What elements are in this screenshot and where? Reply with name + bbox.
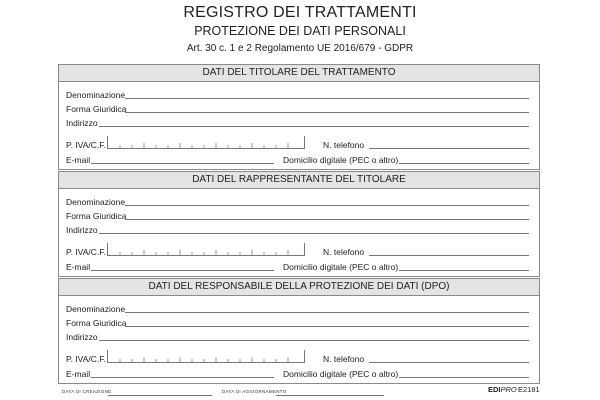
label-denominazione: Denominazione	[66, 197, 126, 207]
label-indirizzo: Indirizzo	[66, 118, 98, 128]
label-piva-cf: P. IVA/C.F.	[66, 247, 106, 257]
page-subtitle: PROTEZIONE DEI DATI PERSONALI	[194, 24, 406, 38]
telefono-line[interactable]	[369, 148, 529, 149]
piva-cf-boxes[interactable]	[107, 350, 305, 365]
label-piva-cf: P. IVA/C.F.	[66, 140, 106, 150]
creation-date-line[interactable]	[108, 395, 212, 396]
label-email: E-mail	[66, 262, 91, 272]
label-domicilio: Domicilio digitale (PEC o altro)	[283, 262, 399, 272]
domicilio-line[interactable]	[399, 270, 529, 271]
section-title: DATI DEL RESPONSABILE DELLA PROTEZIONE DEI DATI (DPO)	[59, 279, 539, 296]
label-domicilio: Domicilio digitale (PEC o altro)	[283, 155, 399, 165]
update-date-label: DATA DI AGGIORNAMENTO	[222, 389, 287, 394]
forma-giuridica-line[interactable]	[125, 326, 529, 327]
indirizzo-line[interactable]	[99, 233, 529, 234]
section-rappresentante	[58, 171, 540, 277]
label-indirizzo: Indirizzo	[66, 332, 98, 342]
label-email: E-mail	[66, 369, 91, 379]
label-forma-giuridica: Forma Giuridica	[66, 104, 127, 114]
product-code: E2181	[518, 385, 540, 394]
forma-giuridica-line[interactable]	[125, 112, 529, 113]
label-denominazione: Denominazione	[66, 90, 126, 100]
piva-cf-grid	[107, 243, 305, 256]
creation-date-label: DATA DI CREAZIONE	[62, 389, 112, 394]
label-piva-cf: P. IVA/C.F.	[66, 354, 106, 364]
label-telefono: N. telefono	[323, 140, 365, 150]
domicilio-line[interactable]	[399, 163, 529, 164]
piva-cf-boxes[interactable]	[107, 243, 305, 258]
piva-cf-grid	[107, 350, 305, 363]
brand-logo	[488, 385, 517, 394]
label-domicilio: Domicilio digitale (PEC o altro)	[283, 369, 399, 379]
section-dpo	[58, 278, 540, 384]
regulation-reference: Art. 30 c. 1 e 2 Regolamento UE 2016/679 - GDPR	[186, 43, 414, 54]
brand-name: EDI	[488, 385, 501, 394]
domicilio-line[interactable]	[399, 377, 529, 378]
label-telefono: N. telefono	[323, 247, 365, 257]
brand-suffix: PRO	[500, 385, 517, 394]
label-forma-giuridica: Forma Giuridica	[66, 211, 127, 221]
piva-cf-boxes[interactable]	[107, 136, 305, 151]
section-titolare	[58, 64, 540, 170]
forma-giuridica-line[interactable]	[125, 219, 529, 220]
label-email: E-mail	[66, 155, 91, 165]
denominazione-line[interactable]	[125, 98, 529, 99]
label-telefono: N. telefono	[323, 354, 365, 364]
indirizzo-line[interactable]	[99, 126, 529, 127]
email-line[interactable]	[91, 163, 274, 164]
section-title: DATI DEL TITOLARE DEL TRATTAMENTO	[59, 65, 539, 82]
denominazione-line[interactable]	[125, 312, 529, 313]
telefono-line[interactable]	[369, 362, 529, 363]
label-denominazione: Denominazione	[66, 304, 126, 314]
email-line[interactable]	[91, 377, 274, 378]
page-title: REGISTRO DEI TRATTAMENTI	[183, 4, 417, 21]
label-forma-giuridica: Forma Giuridica	[66, 318, 127, 328]
piva-cf-grid	[107, 136, 305, 149]
denominazione-line[interactable]	[125, 205, 529, 206]
update-date-line[interactable]	[276, 395, 384, 396]
label-indirizzo: Indirizzo	[66, 225, 98, 235]
indirizzo-line[interactable]	[99, 340, 529, 341]
section-title: DATI DEL RAPPRESENTANTE DEL TITOLARE	[59, 172, 539, 189]
email-line[interactable]	[91, 270, 274, 271]
telefono-line[interactable]	[369, 255, 529, 256]
